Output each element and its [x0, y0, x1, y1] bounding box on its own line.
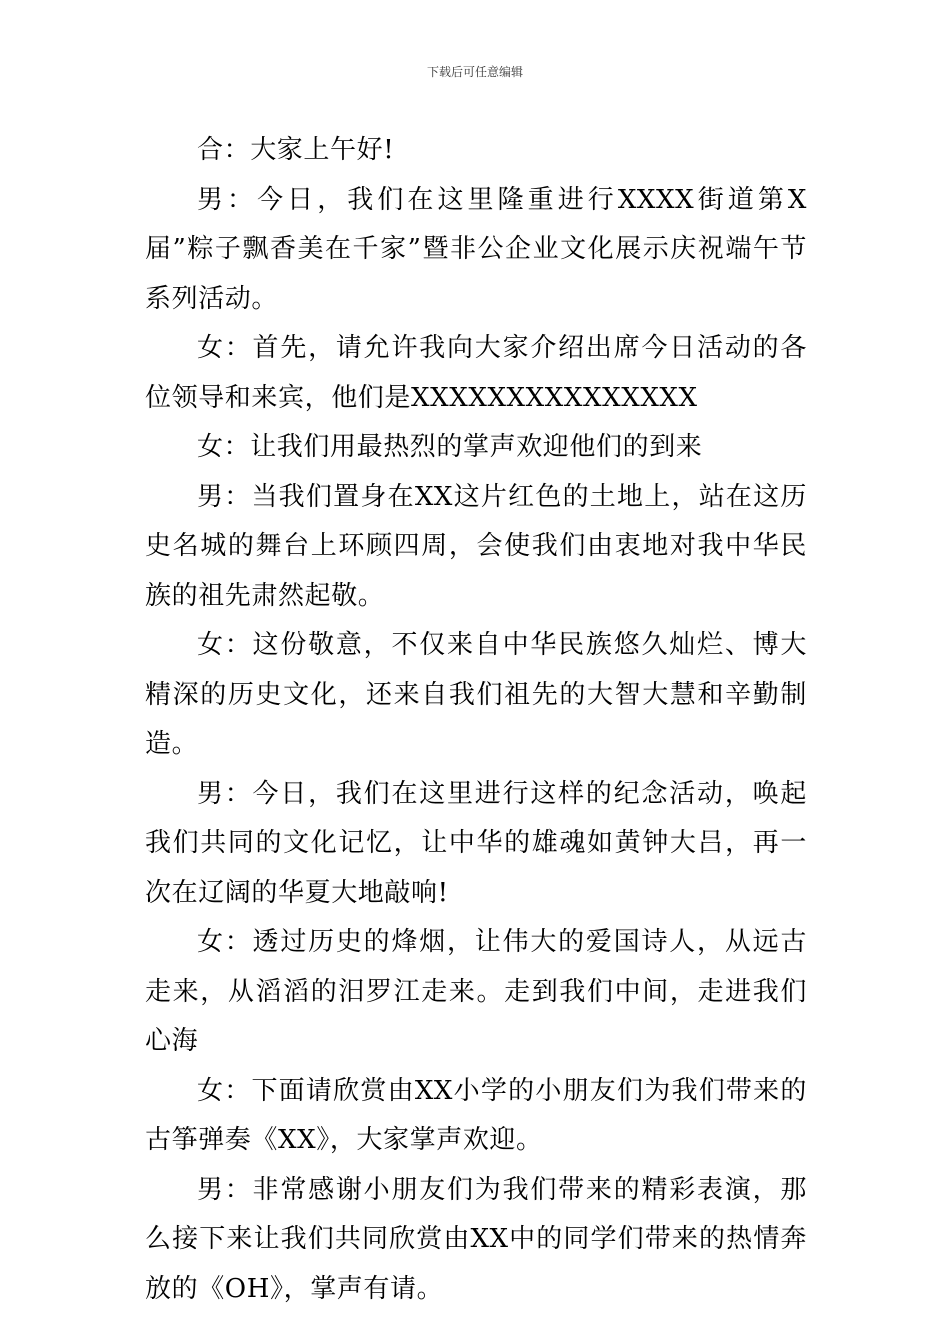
paragraph: 男：当我们置身在XX这片红色的土地上，站在这历史名城的舞台上环顾四周，会使我们由衷地对我中华民族的祖先肃然起敬。: [145, 481, 807, 611]
header-note: 下载后可任意编辑: [426, 65, 523, 79]
paragraph: 合：大家上午好!: [197, 135, 395, 165]
paragraph: 男：今日，我们在这里隆重进行XXXX街道第X届”粽子飘香美在千家”暨非公企业文化展示庆祝端午节系列活动。: [145, 184, 807, 314]
paragraph: 女：透过历史的烽烟，让伟大的爱国诗人，从远古走来，从滔滔的汨罗江走来。走到我们中间，走进我们心海: [145, 927, 807, 1056]
document-body: [145, 126, 807, 1314]
paragraph: 女：下面请欣赏由XX小学的小朋友们为我们带来的古筝弹奏《XX》，大家掌声欢迎。: [145, 1075, 807, 1155]
paragraph: 男：今日，我们在这里进行这样的纪念活动，唤起我们共同的文化记忆，让中华的雄魂如黄钟大吕，再一次在辽阔的华夏大地敲响!: [145, 778, 807, 908]
paragraph: 女：首先，请允许我向大家介绍出席今日活动的各位领导和来宾，他们是XXXXXXXXXXXXXXX: [145, 333, 807, 413]
paragraph: 女：让我们用最热烈的掌声欢迎他们的到来: [197, 432, 703, 462]
paragraph: 男：非常感谢小朋友们为我们带来的精彩表演，那么接下来让我们共同欣赏由XX中的同学们带来的热情奔放的《OH》，掌声有请。: [145, 1174, 807, 1304]
paragraph: 女：这份敬意，不仅来自中华民族悠久灿烂、博大精深的历史文化，还来自我们祖先的大智大慧和辛勤制造。: [145, 630, 807, 759]
